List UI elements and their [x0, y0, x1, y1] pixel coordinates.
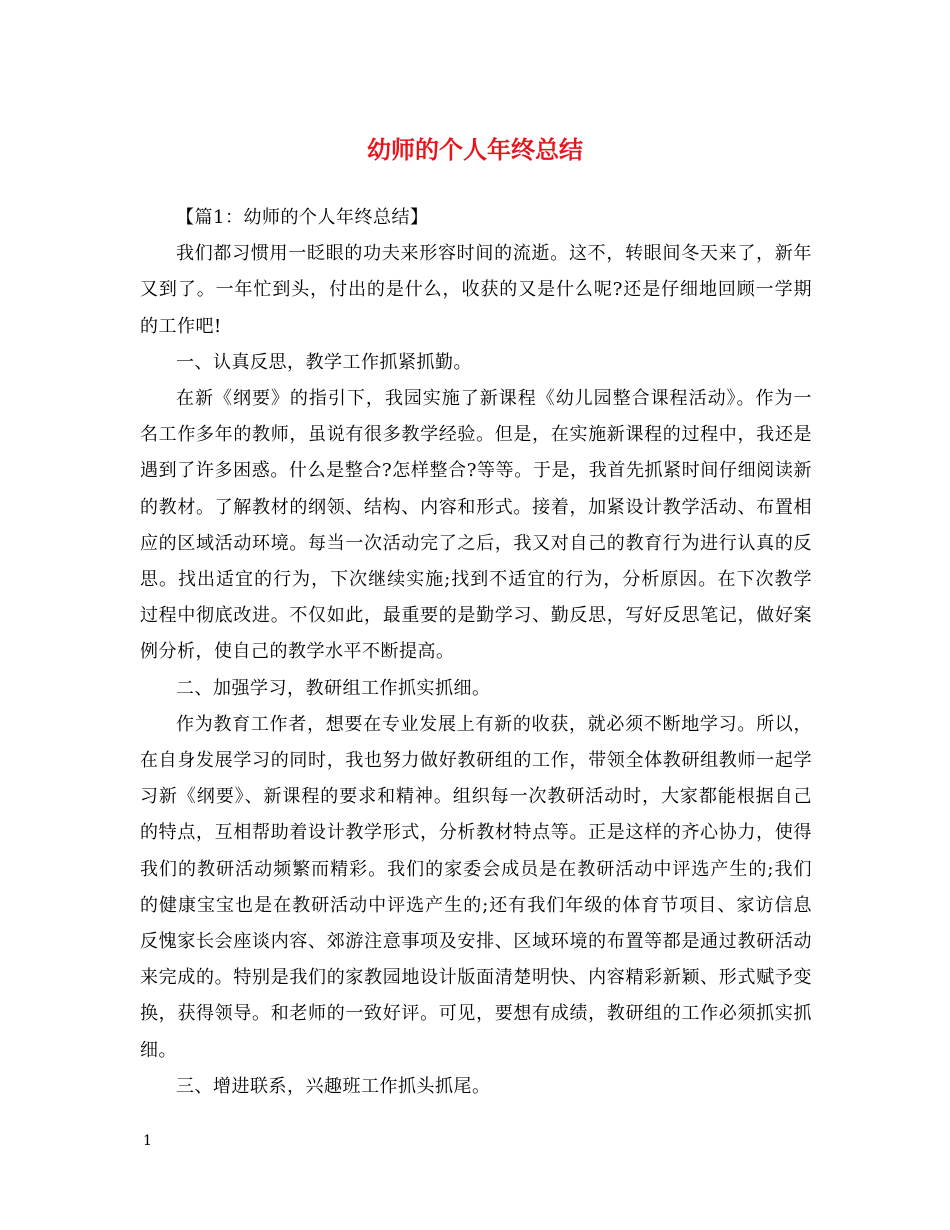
intro-paragraph: 我们都习惯用一眨眼的功夫来形容时间的流逝。这不，转眼间冬天来了，新年又到了。一年忙到头，付出的是什么，收获的又是什么呢?还是仔细地回顾一学期的工作吧! — [140, 243, 812, 337]
document-body — [140, 200, 812, 1105]
section-three-heading: 三、增进联系，兴趣班工作抓头抓尾。 — [176, 1075, 491, 1097]
document-title: 幼师的个人年终总结 — [367, 135, 583, 164]
section-heading-paragraph: 【篇1：幼师的个人年终总结】 — [176, 207, 429, 228]
section-one-heading: 一、认真反思，教学工作抓紧抓勤。 — [176, 351, 472, 373]
section-two-paragraph: 作为教育工作者，想要在专业发展上有新的收获，就必须不断地学习。所以，在自身发展学习的同时，我也努力做好教研组的工作，带领全体教研组教师一起学习新《纲要》、新课程的要求和精神。组织每一次教研活动时，大家都能根据自己的特点，互相帮助着设计教学形式，分析教材特点等。正是这样的齐心协力，使得我们的教研活动频繁而精彩。我们的家委会成员是在教研活动中评选产生的;我们的健康宝宝也是在教研活动中评选产生的;还有我们年级的体育节项目、家访信息反愧家长会座谈内容、郊游注意事项及安排、区域环境的布置等都是通过教研活动来完成的。特别是我们的家教园地设计版面清楚明快、内容精彩新颖、形式赋予变换，获得领导。和老师的一致好评。可见，要想有成绩，教研组的工作必须抓实抓细。 — [140, 713, 812, 1061]
page-number: 1 — [143, 1133, 152, 1149]
section-one-paragraph: 在新《纲要》的指引下，我园实施了新课程《幼儿园整合课程活动》。作为一名工作多年的教师，虽说有很多教学经验。但是，在实施新课程的过程中，我还是遇到了许多困惑。什么是整合?怎样整合?等等。于是，我首先抓紧时间仔细阅读新的教材。了解教材的纲领、结构、内容和形式。接着，加紧设计教学活动、布置相应的区域活动环境。每当一次活动完了之后，我又对自己的教育行为进行认真的反思。找出适宜的行为，下次继续实施;找到不适宜的行为，分析原因。在下次教学过程中彻底改进。不仅如此，最重要的是勤学习、勤反思，写好反思笔记，做好案例分析，使自己的教学水平不断提高。 — [140, 388, 812, 663]
section-two-heading: 二、加强学习，教研组工作抓实抓细。 — [176, 677, 491, 699]
